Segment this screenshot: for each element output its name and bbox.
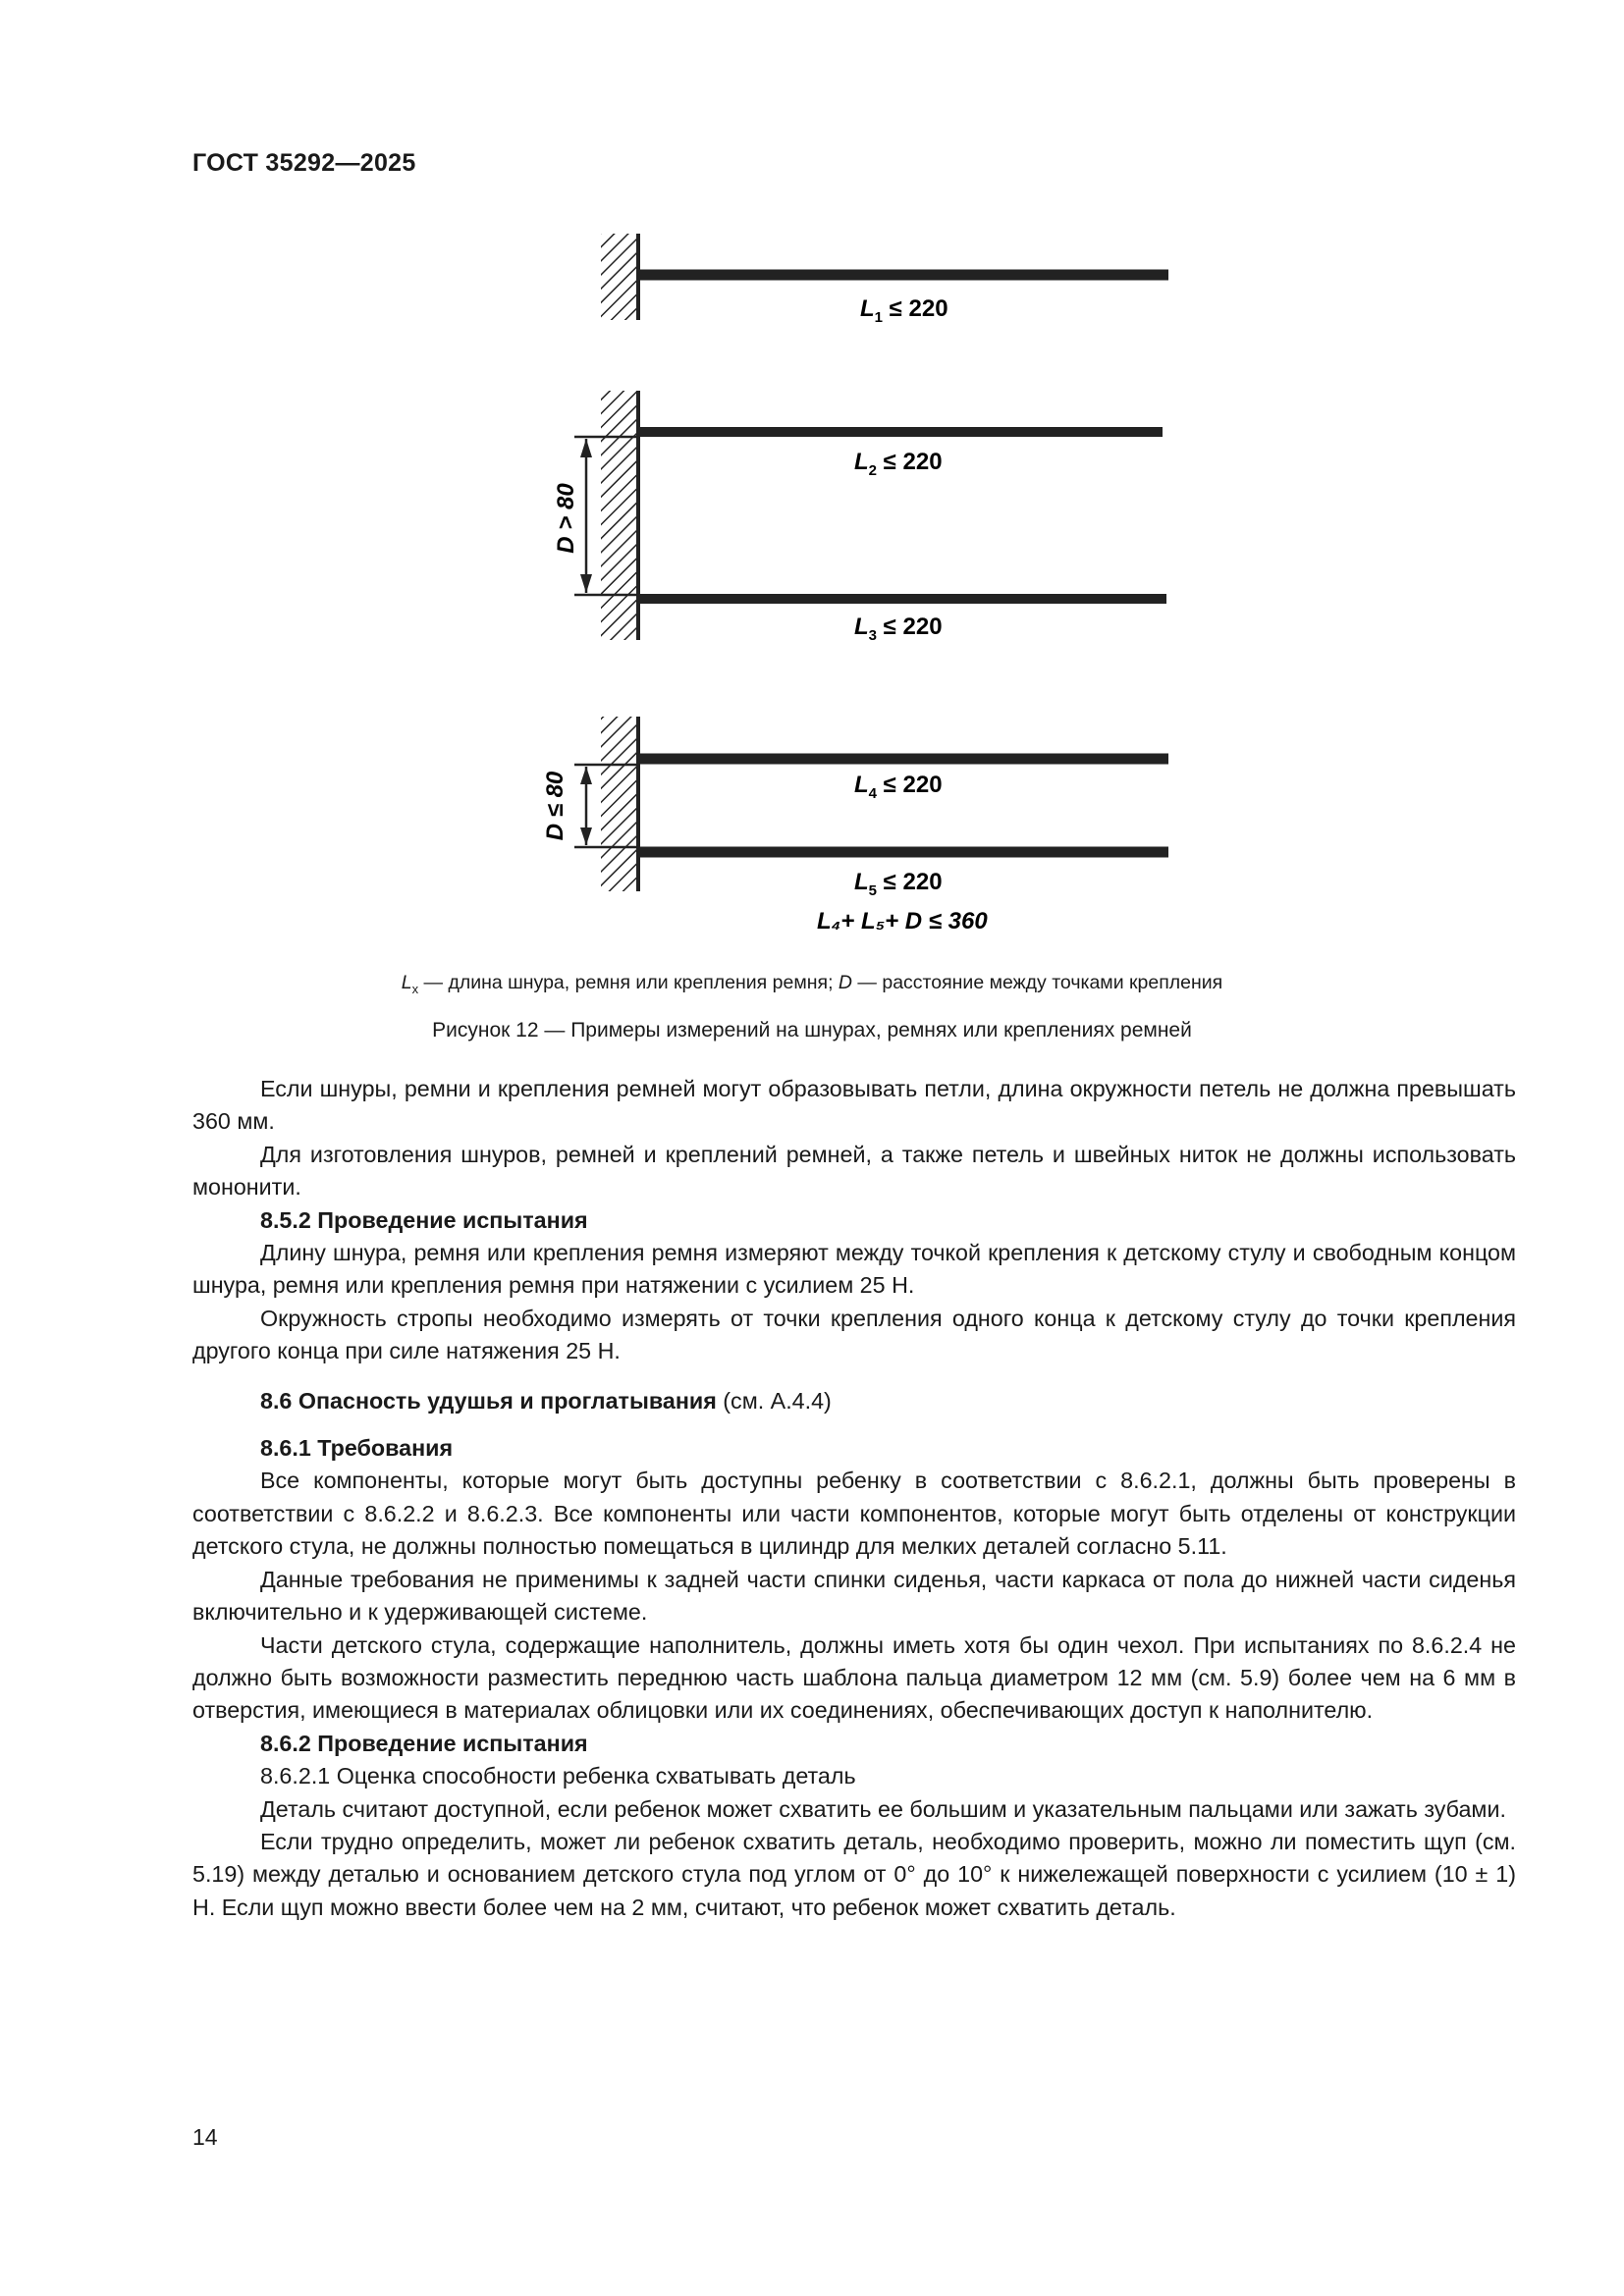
section-heading-8-6-2: 8.6.2 Проведение испытания — [260, 1730, 588, 1756]
body-text — [192, 1073, 1516, 1924]
paragraph: Деталь считают доступной, если ребенок может схватить ее большим и указательным пальцами или зажать зубами. — [260, 1795, 1506, 1822]
paragraph: Данные требования не применимы к задней части спинки сиденья, части каркаса от пола до нижней части сиденья включительно и к удерживающей системе. — [192, 1566, 1516, 1626]
label-d-gt-80: D > 80 — [553, 483, 579, 554]
paragraph: Если трудно определить, может ли ребенок схватить деталь, необходимо проверить, можно ли поместить щуп (см. 5.19) между деталью и основанием детского стула под углом от 0° до 10° к нижележащей поверхности с усилием (10 ± 1) Н. Если щуп можно ввести более чем на 2 мм, считают, что ребенок может схватить деталь. — [192, 1828, 1516, 1920]
wall-3 — [601, 717, 638, 891]
wall-2 — [601, 391, 638, 640]
label-l5: $L_5 \le 220$ — [854, 869, 943, 899]
paragraph: Длину шнура, ремня или крепления ремня измеряют между точкой крепления к детскому стулу и свободным концом шнура, ремня или крепления ремня при натяжении с усилием 25 Н. — [192, 1240, 1516, 1299]
paragraph: Все компоненты, которые могут быть доступны ребенку в соответствии с 8.6.2.1, должны быть проверены в соответствии с 8.6.2.2 и 8.6.2.3. Все компоненты или части компонентов, которые могут быть отделены от конструкции детского стула, не должны полностью помещаться в цилиндр для мелких деталей согласно 5.11. — [192, 1468, 1516, 1560]
label-l3: $L_3 \le 220$ — [854, 614, 943, 644]
strap-measurement-diagram — [0, 0, 1624, 982]
subsection-title-8-6-2-1: 8.6.2.1 Оценка способности ребенка схватывать деталь — [260, 1763, 856, 1789]
document-header: ГОСТ 35292—2025 — [192, 149, 416, 177]
page-number: 14 — [192, 2124, 218, 2150]
paragraph: Для изготовления шнуров, ремней и креплений ремней, а также петель и швейных ниток не должны использовать мононити. — [192, 1141, 1516, 1201]
paragraph: Части детского стула, содержащие наполнитель, должны иметь хотя бы один чехол. При испытаниях по 8.6.2.4 не должно быть возможности разместить переднюю часть шаблона пальца диаметром 12 мм (см. 5.9) более чем на 6 мм в отверстия, имеющиеся в материалах облицовки или их соединениях, обеспечивающих доступ к наполнителю. — [192, 1631, 1516, 1724]
paragraph: Окружность стропы необходимо измерять от точки крепления одного конца к детскому стулу до точки крепления другого конца при силе натяжения 25 Н. — [192, 1305, 1516, 1364]
paragraph: Если шнуры, ремни и крепления ремней могут образовывать петли, длина окружности петель не должна превышать 360 мм. — [192, 1076, 1516, 1135]
section-heading-8-6-1: 8.6.1 Требования — [260, 1435, 454, 1462]
figure-caption: Рисунок 12 — Примеры измерений на шнурах, ремнях или креплениях ремней — [432, 1019, 1192, 1041]
label-d-le-80: D ≤ 80 — [542, 771, 568, 841]
section-heading-8-5-2: 8.5.2 Проведение испытания — [260, 1206, 588, 1233]
label-l4: $L_4 \le 220$ — [854, 772, 943, 802]
label-sum-constraint: L₄+ L₅+ D ≤ 360 — [817, 908, 988, 934]
label-l1: $L_1 \le 220$ — [860, 295, 948, 326]
figure-legend: $L_x$ — длина шнура, ремня или крепления ремня; D — расстояние между точками крепления — [401, 972, 1223, 996]
section-heading-8-6: 8.6 Опасность удушья и проглатывания (см. А.4.4) — [260, 1387, 832, 1414]
wall-1 — [601, 234, 638, 320]
figure-12 — [0, 0, 1624, 982]
label-l2: $L_2 \le 220$ — [854, 449, 943, 479]
